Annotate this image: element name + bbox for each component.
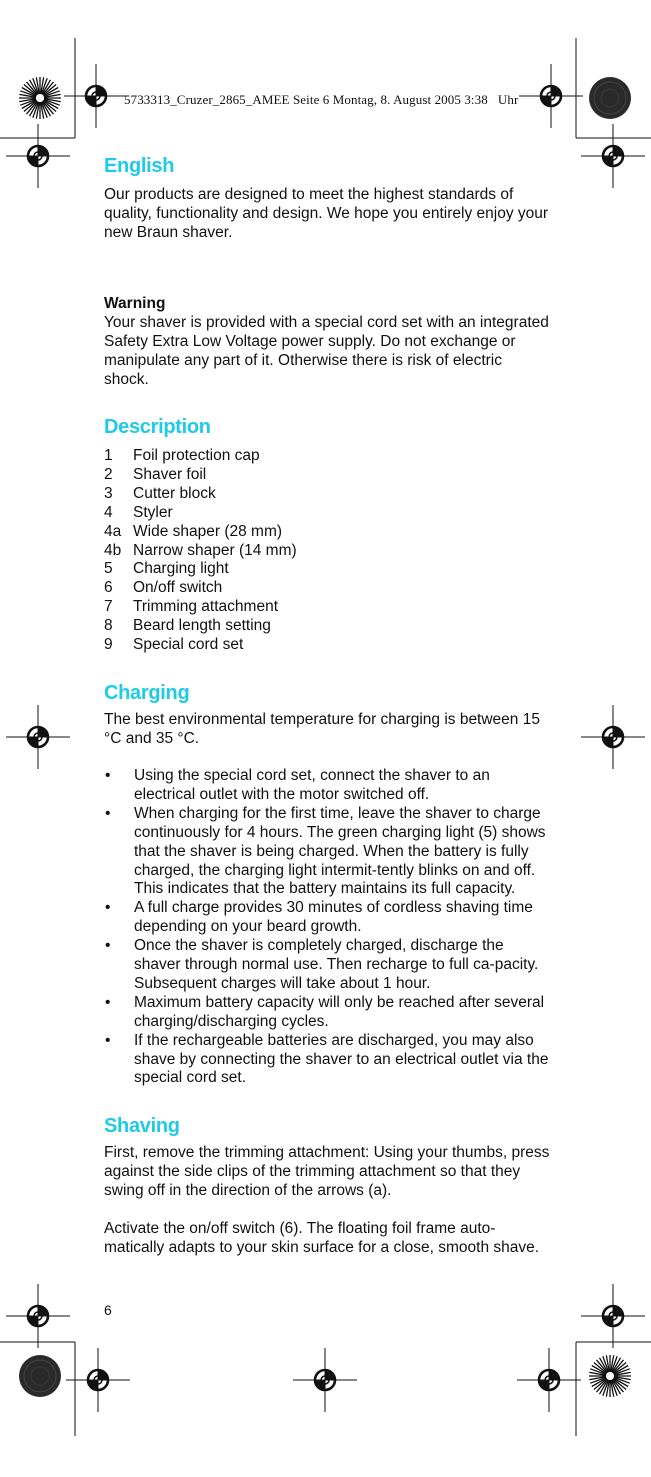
list-item <box>104 617 550 636</box>
registration-crosshair-mark <box>519 64 583 128</box>
item-number: 7 <box>104 598 113 616</box>
list-item <box>104 994 550 1032</box>
registration-crosshair-mark <box>581 705 645 769</box>
list-item <box>104 504 550 523</box>
warning-title: Warning <box>104 295 166 312</box>
bullet: • <box>105 1031 111 1049</box>
item-label: Special cord set <box>133 636 244 654</box>
item-number: 4 <box>104 503 113 521</box>
list-item <box>104 523 550 542</box>
list-item <box>104 767 550 805</box>
page-number: 6 <box>104 1302 112 1318</box>
section-english <box>104 152 550 389</box>
bullet-text: Once the shaver is completely charged, discharge the shaver through normal use. Then recharge to full ca-pacity. Subsequent charges will take about 1 hour. <box>134 937 539 992</box>
list-item <box>104 805 550 900</box>
item-label: Foil protection cap <box>133 447 260 464</box>
bullet: • <box>105 899 111 917</box>
bullet-text: A full charge provides 30 minutes of cordless shaving time depending on your beard growth. <box>134 899 533 936</box>
item-label: Trimming attachment <box>133 598 278 616</box>
page-content <box>104 152 550 1257</box>
list-item <box>104 636 550 655</box>
item-number: 8 <box>104 617 113 635</box>
item-number: 6 <box>104 579 113 597</box>
item-label: Wide shaper (28 mm) <box>133 522 283 540</box>
item-label: Shaver foil <box>133 465 207 483</box>
list-item <box>104 1032 550 1089</box>
registration-crosshair-mark <box>581 124 645 188</box>
item-number: 1 <box>104 447 113 464</box>
shaving-paragraph-2: Activate the on/off switch (6). The floating foil frame auto-matically adapts to your skin surface for a close, smooth shave. <box>104 1220 540 1257</box>
list-item <box>104 579 550 598</box>
printer-slug-line: 5733313_Cruzer_2865_AMEE Seite 6 Montag, 8. August 2005 3:38 Uhr <box>124 92 519 107</box>
bullet-text: When charging for the first time, leave the shaver to charge continuously for 4 hours. The green charging light (5) shows that the shaver is being charged. When the battery is fully charged, the charging light intermit-tently blinks on and off. This indicates that the battery maintains its full capacity. <box>134 804 546 898</box>
registration-crosshair-mark <box>517 1348 581 1412</box>
item-number: 2 <box>104 465 113 483</box>
charging-bullet-list <box>104 767 550 1088</box>
list-item <box>104 598 550 617</box>
registration-crosshair-mark <box>6 1284 70 1348</box>
list-item <box>104 466 550 485</box>
bullet-text: Using the special cord set, connect the shaver to an electrical outlet with the motor switched off. <box>134 766 490 803</box>
bullet: • <box>105 766 111 784</box>
list-item <box>104 937 550 994</box>
list-item <box>104 899 550 937</box>
registration-crosshair-mark <box>6 705 70 769</box>
item-number: 4a <box>104 522 122 540</box>
registration-crosshair-mark <box>581 1284 645 1348</box>
section-heading-shaving: Shaving <box>104 1115 180 1138</box>
item-number: 9 <box>104 636 113 654</box>
shaving-paragraph-1: First, remove the trimming attachment: Using your thumbs, press against the side clips of the trimming attachment so that they swing off in the direction of the arrows (a). <box>104 1144 550 1200</box>
warning-paragraph: Your shaver is provided with a special cord set with an integrated Safety Extra Low Voltage power supply. Do not exchange or manipulate any part of it. Otherwise there is risk of electric shock. <box>104 314 549 388</box>
list-item <box>104 447 550 466</box>
section-heading-description: Description <box>104 416 211 438</box>
charging-intro-paragraph: The best environmental temperature for charging is between 15 °C and 35 °C. <box>104 710 540 747</box>
registration-crosshair-mark <box>66 1348 130 1412</box>
item-label: Beard length setting <box>133 617 271 635</box>
section-description <box>104 413 550 655</box>
bullet: • <box>105 993 111 1011</box>
section-charging <box>104 679 550 1088</box>
registration-crosshair-mark <box>293 1348 357 1412</box>
item-label: On/off switch <box>133 579 223 597</box>
parts-list <box>104 447 550 655</box>
item-label: Cutter block <box>133 484 216 502</box>
bullet: • <box>105 937 111 955</box>
section-heading-charging: Charging <box>104 681 190 704</box>
item-label: Charging light <box>133 560 229 578</box>
list-item <box>104 560 550 579</box>
item-label: Narrow shaper (14 mm) <box>133 541 297 559</box>
english-intro-paragraph: Our products are designed to meet the highest standards of quality, functionality and design. We hope you entirely enjoy your new Braun shaver. <box>104 186 549 241</box>
registration-crosshair-mark <box>64 64 128 128</box>
bullet: • <box>105 804 111 822</box>
item-number: 3 <box>104 484 113 502</box>
registration-crosshair-mark <box>6 124 70 188</box>
item-label: Styler <box>133 503 173 521</box>
item-number: 5 <box>104 560 113 578</box>
bullet-text: If the rechargeable batteries are discharged, you may also shave by connecting the shaver to an electrical outlet via the special cord set. <box>134 1031 549 1087</box>
section-heading-english: English <box>104 155 175 177</box>
list-item <box>104 485 550 504</box>
section-shaving <box>104 1112 550 1257</box>
bullet-text: Maximum battery capacity will only be reached after several charging/discharging cycles. <box>134 993 545 1030</box>
list-item <box>104 542 550 561</box>
item-number: 4b <box>104 541 122 559</box>
